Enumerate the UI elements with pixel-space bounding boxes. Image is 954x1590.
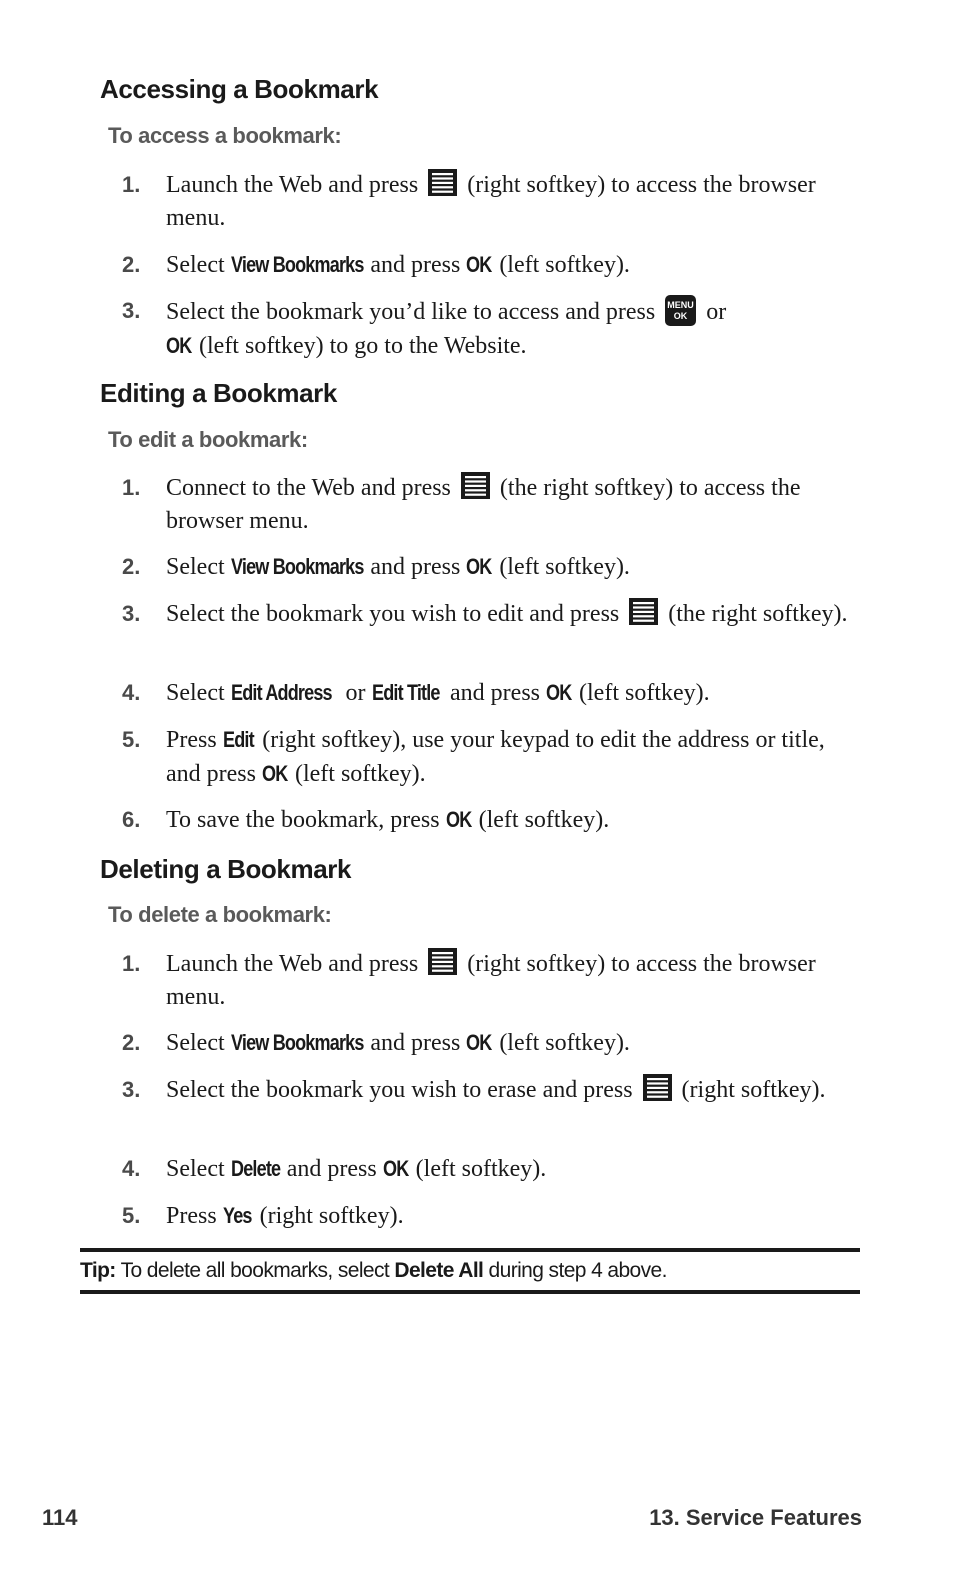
section-title-deleting: Deleting a Bookmark bbox=[100, 854, 352, 884]
step-number: 6. bbox=[122, 807, 141, 832]
key-label: Delete bbox=[230, 1156, 280, 1181]
right-softkey-icon bbox=[642, 1073, 673, 1102]
right-softkey-icon bbox=[460, 471, 491, 500]
delete-step-5: 5. Press Yes (right softkey). bbox=[122, 1199, 862, 1233]
step-number: 5. bbox=[122, 727, 141, 752]
subhead-edit: To edit a bookmark: bbox=[108, 427, 308, 452]
key-label: View Bookmarks bbox=[230, 1030, 364, 1055]
key-label: View Bookmarks bbox=[230, 252, 364, 277]
step-number: 3. bbox=[122, 298, 141, 323]
step-number: 2. bbox=[122, 1030, 141, 1055]
delete-step-3: 3. Select the bookmark you wish to erase and press (right softkey). bbox=[122, 1073, 862, 1107]
svg-text:OK: OK bbox=[673, 311, 688, 321]
step-number: 1. bbox=[122, 951, 141, 976]
section-title-accessing: Accessing a Bookmark bbox=[100, 74, 379, 104]
subhead-delete: To delete a bookmark: bbox=[108, 902, 332, 927]
step-number: 2. bbox=[122, 252, 141, 277]
footer-section-title: 13. Service Features bbox=[649, 1505, 862, 1530]
edit-step-3: 3. Select the bookmark you wish to edit and press (the right softkey). bbox=[122, 597, 862, 631]
tip-text-end: during step 4 above. bbox=[488, 1259, 667, 1282]
right-softkey-icon bbox=[427, 947, 458, 976]
delete-step-1: 1. Launch the Web and press (right softkey) to access the browser menu. bbox=[122, 947, 862, 1014]
step-number: 4. bbox=[122, 680, 141, 705]
svg-text:MENU: MENU bbox=[667, 300, 694, 310]
right-softkey-icon bbox=[427, 168, 458, 197]
key-label: OK bbox=[382, 1156, 409, 1181]
page-number: 114 bbox=[42, 1505, 78, 1530]
key-label: OK bbox=[466, 252, 492, 277]
step-number: 1. bbox=[122, 172, 141, 197]
delete-step-4: 4. Select Delete and press OK (left softkey). bbox=[122, 1152, 862, 1186]
key-label: OK bbox=[261, 761, 288, 786]
tip-label: Tip: bbox=[80, 1259, 116, 1282]
edit-step-6: 6. To save the bookmark, press OK (left softkey). bbox=[122, 803, 862, 837]
tip-key: Delete All bbox=[394, 1259, 484, 1282]
key-label: View Bookmarks bbox=[230, 554, 364, 579]
menu-ok-key-icon bbox=[664, 294, 697, 327]
edit-step-1: 1. Connect to the Web and press (the right softkey) to access the browser menu. bbox=[122, 471, 862, 538]
access-step-1: 1. Launch the Web and press (right softkey) to access the browser menu. bbox=[122, 168, 862, 235]
delete-step-2: 2. Select View Bookmarks and press OK (left softkey). bbox=[122, 1026, 862, 1060]
edit-step-2: 2. Select View Bookmarks and press OK (left softkey). bbox=[122, 550, 862, 584]
access-step-3: 3. Select the bookmark you’d like to access and press MENU OK or OK (left softkey) to go to the Website. bbox=[122, 294, 862, 363]
access-step-2: 2. Select View Bookmarks and press OK (left softkey). bbox=[122, 248, 862, 282]
edit-step-5: 5. Press Edit (right softkey), use your keypad to edit the address or title, and press OK (left softkey). bbox=[122, 723, 862, 791]
key-label: Yes bbox=[222, 1203, 252, 1228]
key-label: OK bbox=[445, 807, 472, 832]
step-number: 3. bbox=[122, 601, 141, 626]
step-number: 4. bbox=[122, 1156, 141, 1181]
tip-box bbox=[80, 1248, 860, 1294]
right-softkey-icon bbox=[628, 597, 659, 626]
key-label: OK bbox=[466, 554, 492, 579]
step-number: 1. bbox=[122, 475, 141, 500]
step-number: 3. bbox=[122, 1077, 141, 1102]
edit-step-4: 4. Select Edit Address or Edit Title and press OK (left softkey). bbox=[122, 676, 862, 710]
key-label: Edit Address bbox=[230, 680, 332, 705]
key-label: OK bbox=[546, 680, 572, 705]
section-title-editing: Editing a Bookmark bbox=[100, 378, 337, 408]
step-number: 2. bbox=[122, 554, 141, 579]
key-label: Edit Title bbox=[371, 680, 440, 705]
key-label: OK bbox=[466, 1030, 492, 1055]
tip-text: To delete all bookmarks, select bbox=[120, 1259, 390, 1282]
key-label: OK bbox=[166, 333, 192, 358]
key-label: Edit bbox=[222, 727, 254, 752]
step-number: 5. bbox=[122, 1203, 141, 1228]
subhead-access: To access a bookmark: bbox=[108, 123, 342, 148]
